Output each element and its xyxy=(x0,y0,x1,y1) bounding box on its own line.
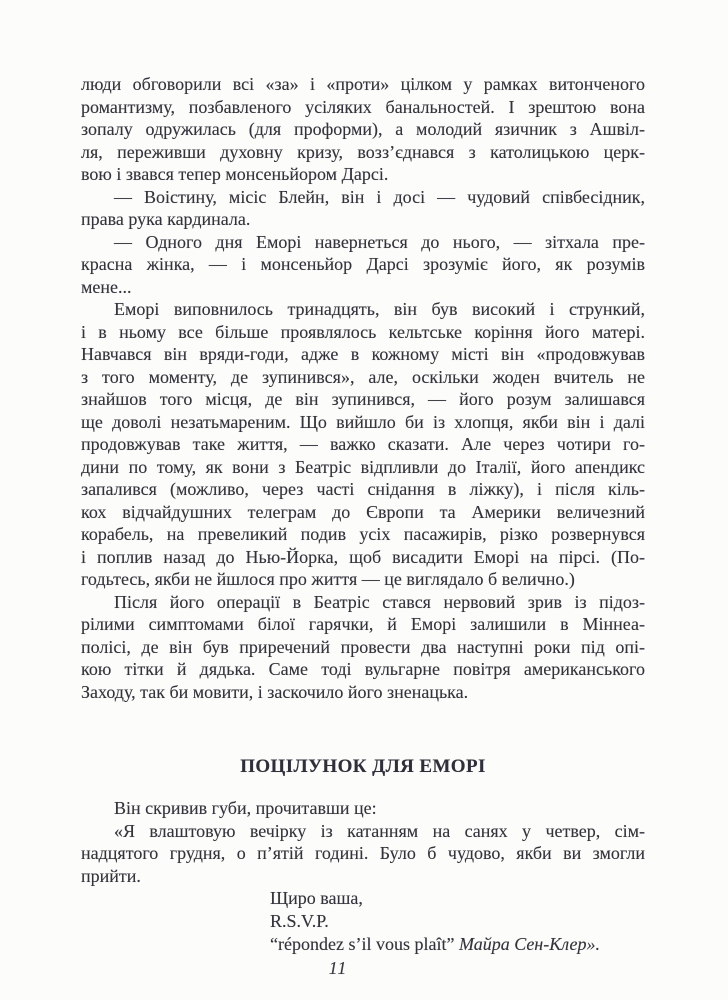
paragraph xyxy=(81,820,645,888)
text-line: дини по тому, як вони з Беатріс відпливли до Італії, його апендикс xyxy=(81,456,645,477)
letter-signature xyxy=(270,887,645,956)
text-line: і поплив назад до Нью-Йорка, щоб висадити Еморі на пірсі. (По- xyxy=(81,546,645,567)
text-line: знайшов того місця, де він зупинився, — його розум залишався xyxy=(81,389,645,409)
page-body xyxy=(81,73,645,956)
text-line: Він скривив губи, прочитавши це: xyxy=(114,798,377,818)
signature-text: “répondez s’il vous plaît” xyxy=(270,934,459,954)
text-line: полісі, де він був приречений провести два наступні роки під опі- xyxy=(81,636,645,657)
signature-name-italic: Майра Сен-Клер». xyxy=(458,934,600,954)
text-line: годьтесь, якби не йшлося про життя — це виглядало б велично.) xyxy=(81,569,575,589)
signature-line xyxy=(270,887,645,910)
text-line: Еморі виповнилось тринадцять, він був високий і стрункий, xyxy=(114,299,645,319)
paragraph xyxy=(81,73,645,186)
paragraph xyxy=(81,231,645,299)
paragraph xyxy=(81,591,645,704)
text-line: кох відчайдушних телеграм до Європи та Америки величезний xyxy=(81,501,645,522)
text-line: продовжував таке життя, — важко сказати. Але через чотири го- xyxy=(81,434,645,454)
paragraph xyxy=(81,298,645,591)
paragraph xyxy=(81,797,645,820)
signature-text: R.S.V.P. xyxy=(270,911,329,931)
paragraph xyxy=(81,186,645,231)
text-line: красна жінка, — і монсеньйор Дарсі зрозуміє його, як розумів xyxy=(81,254,645,274)
text-line: вою і звався тепер монсеньйором Дарсі. xyxy=(81,164,389,184)
text-line: запалився (можливо, через часті снідання в ліжку), і після кіль- xyxy=(81,479,645,499)
text-line: ще доволі незатьмареним. Що вийшло би із хлопця, якби він і далі xyxy=(81,411,645,432)
signature-line xyxy=(270,910,645,933)
text-line: права рука кардинала. xyxy=(81,209,251,229)
text-line: прийти. xyxy=(81,865,141,886)
text-line: Заходу, так би мовити, і заскочило його зненацька. xyxy=(81,681,469,702)
section-heading: ПОЦІЛУНОК ДЛЯ ЕМОРІ xyxy=(240,756,486,777)
signature-line xyxy=(270,933,645,956)
text-line: з того моменту, де зупинився», але, оскільки жоден вчитель не xyxy=(81,366,645,387)
text-line: люди обговорили всі «за» і «проти» цілком у рамках витонченого xyxy=(81,74,645,94)
text-line: надцятого грудня, о п’ятій годині. Було б чудово, якби ви змогли xyxy=(81,843,645,863)
text-line: мене... xyxy=(81,276,132,297)
text-line: «Я влаштовую вечірку із катанням на санях у четвер, сім- xyxy=(114,820,645,841)
text-line: і в ньому все більше проявлялось кельтське коріння його матері. xyxy=(81,321,645,342)
text-line: Навчався він вряди-годи, адже в кожному місті він «продовжував xyxy=(81,344,645,364)
text-line: корабель, на превеликий подив усіх пасажирів, різко розвернувся xyxy=(81,524,645,544)
page-footer xyxy=(81,958,645,979)
page-number: 11 xyxy=(328,958,348,978)
text-line: — Воістину, місіс Блейн, він і досі — чудовий співбесідник, xyxy=(114,186,645,207)
text-line: ля, переживши духовну кризу, возз’єднався з католицькою церк- xyxy=(81,141,645,162)
text-line: зопалу одружилась (для проформи), а молодий язичник з Ашвіл- xyxy=(81,119,645,139)
text-line: кою тітки й дядька. Саме тоді вульгарне повітря американського xyxy=(81,659,645,679)
text-line: — Одного дня Еморі навернеться до нього, — зітхала пре- xyxy=(114,231,645,252)
text-line: романтизму, позбавленого усіляких банальностей. І зрештою вона xyxy=(81,96,645,117)
signature-text: Щиро ваша, xyxy=(270,888,363,908)
text-line: Після його операції в Беатріс стався нервовий зрив із підоз- xyxy=(114,591,645,612)
text-line: рілими симптомами білої гарячки, й Еморі залишили в Міннеа- xyxy=(81,614,645,634)
